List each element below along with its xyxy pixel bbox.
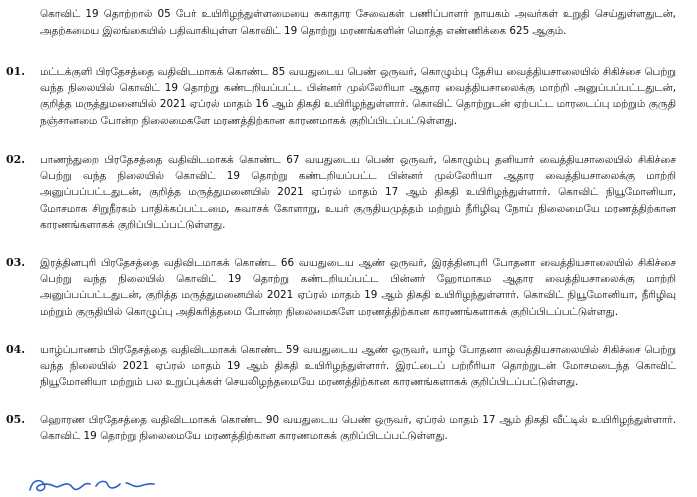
intro-paragraph: கொவிட் 19 தொற்றால் 05 பேர் உயிரிழந்துள்ளமையை சுகாதார சேவைகள் பணிப்பாளர் நாயகம் அவர்கள் உறுதி செய்துள்ளதுடன், அதற்கமைய இலங்கையில் பதிவாகியுள்ள கொவிட் 19 தொற்று மரணங்களின் மொத்த எண்ணிக்கை 625 ஆகும். (40, 8, 676, 37)
list-item (6, 64, 676, 129)
item-number: 01. (6, 65, 26, 78)
item-text: யாழ்ப்பாணம் பிரதேசத்தை வதிவிடமாகக் கொண்ட 59 வயதுடைய ஆண் ஒருவர், யாழ் போதனா வைத்தியசாலையில் சிகிச்சை பெற்று வந்த நிலையில் 2021 ஏப்ரல் மாதம் 19 ஆம் திகதி உயிரிழந்துள்ளார். இரட்டைப் பற்றீரியா தொற்றுடன் மோசமடைந்த கொவிட் நியூமோனியா மற்றும் பல உறுப்புக்கள் செயலிழந்தமையே மரணத்திற்கான காரணங்களாகக் குறிப்பிடப்பட்டுள்ளது. (40, 344, 676, 389)
item-text: இரத்தினபுரி பிரதேசத்தை வதிவிடமாகக் கொண்ட 66 வயதுடைய ஆண் ஒருவர், இரத்தினபுரி போதனா வைத்தியசாலையில் சிகிச்சை பெற்று வந்த நிலையில் கொவிட் 19 தொற்று கண்டறியப்பட்ட பின்னர் ஹோமாகம ஆதார வைத்தியசாலைக்கு மாற்றி அனுப்பப்பட்டதுடன், குறித்த மருத்துமனையில் 2021 ஏப்ரல் மாதம் 19 ஆம் திகதி உயிரிழந்துள்ளார். கொவிட் நியூமோனியா, நீரிழிவு மற்றும் குருதியில் கொழுப்பு அதிகரித்தமை போன்ற நிலைமைகளே மரணத்திற்கான காரணங்களாகக் குறிப்பிடப்பட்டுள்ளது. (40, 257, 676, 318)
item-text: பாணந்துறை பிரதேசத்தை வதிவிடமாகக் கொண்ட 67 வயதுடைய பெண் ஒருவர், கொழும்பு தனியார் வைத்தியசாலையில் சிகிச்சை பெற்று வந்த நிலையில் கொவிட் 19 தொற்று கண்டறியப்பட்ட பின்னர் முல்லேரியா ஆதார வைத்தியசாலைக்கு மாற்றி அனுப்பப்பட்டதுடன், குறித்த மருத்துமனையில் 2021 ஏப்ரல் மாதம் 17 ஆம் திகதி உயிரிழந்துள்ளார். கொவிட் நியூமோனியா, மோசமாக சிறுநீரகம் பாதிக்கப்பட்டமை, சுவாசக் கோளாறு, உயர் குருதியமுத்தம் மற்றும் நீரிழிவு நோய் நிலைமையே மரணத்திற்கான காரணங்களாகக் குறிப்பிடப்பட்டுள்ளது. (40, 154, 676, 231)
signature-icon (26, 474, 176, 496)
list-item (6, 152, 676, 233)
list-item (6, 342, 676, 391)
item-number: 02. (6, 153, 26, 166)
list-item (6, 412, 676, 444)
item-text: மட்டக்குளி பிரதேசத்தை வதிவிடமாகக் கொண்ட 85 வயதுடைய பெண் ஒருவர், கொழும்பு தேசிய வைத்தியசாலையில் சிகிச்சை பெற்று வந்த நிலையில் கொவிட் 19 தொற்று கண்டறியப்பட்ட பின்னர் முல்லேரியா ஆதார வைத்தியசாலைக்கு மாற்றி அனுப்பப்பட்டதுடன், குறித்த மருத்துமனையில் 2021 ஏப்ரல் மாதம் 16 ஆம் திகதி உயிரிழந்துள்ளார். கொவிட் தொற்றுடன் ஏற்பட்ட மாரடைப்பு மற்றும் குருதி நஞ்சானமை போன்ற நிலைமைகளே மரணத்திற்கான காரணமாகக் குறிப்பிடப்பட்டுள்ளது. (40, 66, 676, 127)
item-text: ஹொரண பிரதேசத்தை வதிவிடமாகக் கொண்ட 90 வயதுடைய பெண் ஒருவர், ஏப்ரல் மாதம் 17 ஆம் திகதி வீட்டில் உயிரிழந்துள்ளார். கொவிட் 19 தொற்று நிலைமையே மரணத்திற்கான காரணமாகக் குறிப்பிடப்பட்டுள்ளது. (40, 414, 676, 443)
item-number: 04. (6, 343, 26, 356)
item-number: 05. (6, 413, 26, 426)
item-number: 03. (6, 256, 26, 269)
list-item (6, 255, 676, 320)
